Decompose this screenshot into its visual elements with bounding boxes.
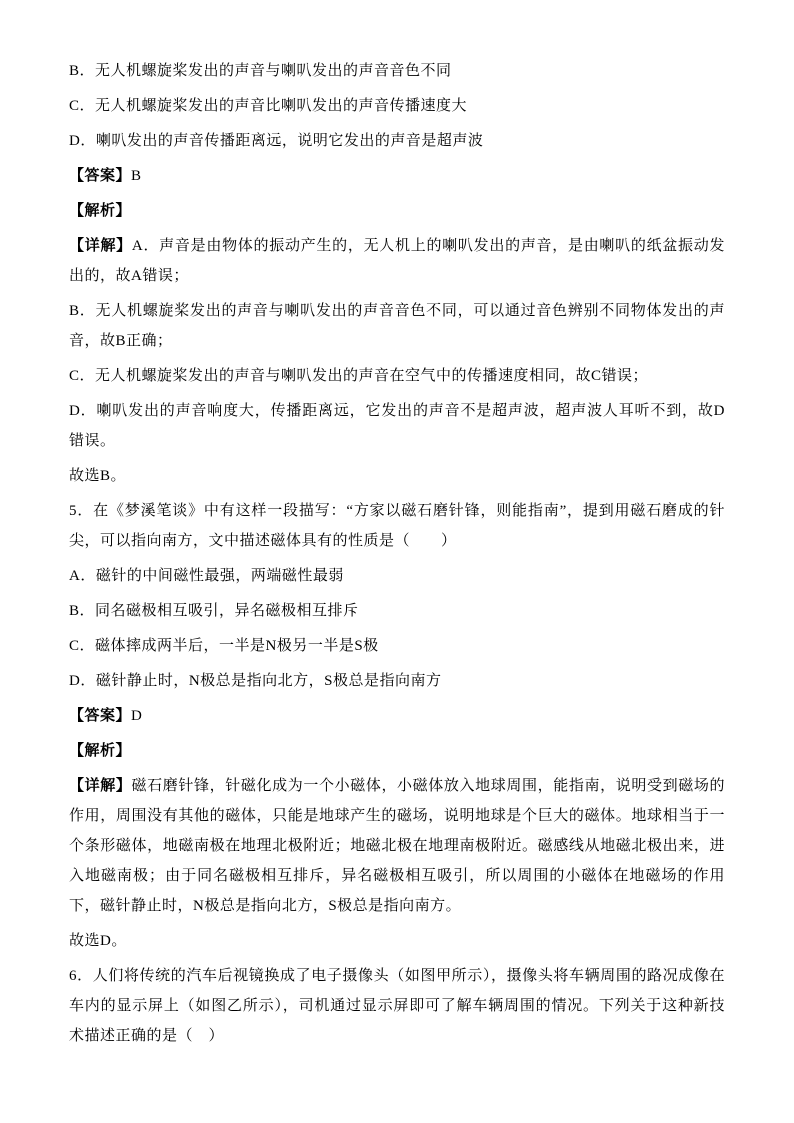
paragraph-text: C．无人机螺旋桨发出的声音比喇叭发出的声音传播速度大 bbox=[69, 98, 468, 114]
conclusion-line bbox=[69, 926, 725, 956]
option-line-5c bbox=[69, 631, 725, 661]
analysis-heading bbox=[69, 196, 725, 226]
option-line-5b bbox=[69, 596, 725, 626]
document-body bbox=[69, 56, 725, 1051]
paragraph-text: C．无人机螺旋桨发出的声音与喇叭发出的声音在空气中的传播速度相同，故C错误； bbox=[69, 368, 649, 384]
paragraph-text: C．磁体摔成两半后，一半是N极另一半是S极 bbox=[69, 638, 379, 654]
paragraph-text: 故选D。 bbox=[69, 933, 127, 949]
bracket-label: 【详解】 bbox=[69, 238, 132, 254]
option-line-5d bbox=[69, 666, 725, 696]
bracket-label: 【解析】 bbox=[69, 743, 132, 759]
analysis-heading bbox=[69, 736, 725, 766]
bracket-label: 【答案】 bbox=[69, 708, 132, 724]
conclusion-line bbox=[69, 461, 725, 491]
detail-paragraph bbox=[69, 771, 725, 921]
paragraph-text: A．磁针的中间磁性最强，两端磁性最弱 bbox=[69, 568, 344, 584]
detail-line-d bbox=[69, 396, 725, 456]
paragraph-text: B bbox=[131, 168, 142, 184]
detail-line-a bbox=[69, 231, 725, 291]
detail-line-c bbox=[69, 361, 725, 391]
paragraph-text: D bbox=[131, 708, 143, 724]
paragraph-text: A．声音是由物体的振动产生的，无人机上的喇叭发出的声音，是由喇叭的纸盆振动发出的，故A错误； bbox=[69, 238, 725, 284]
question-6-stem bbox=[69, 961, 725, 1051]
paragraph-text: D．喇叭发出的声音响度大，传播距离远，它发出的声音不是超声波，超声波人耳听不到，故D错误。 bbox=[69, 403, 725, 449]
paragraph-text: 磁石磨针锋，针磁化成为一个小磁体，小磁体放入地球周围，能指南，说明受到磁场的作用，周围没有其他的磁体，只能是地球产生的磁场，说明地球是个巨大的磁体。地球相当于一个条形磁体，地磁南极在地理北极附近；地磁北极在地理南极附近。磁感线从地磁北极出来，进入地磁南极；由于同名磁极相互排斥，异名磁极相互吸引，所以周围的小磁体在地磁场的作用下，磁针静止时，N极总是指向北方，S极总是指向南方。 bbox=[69, 778, 725, 914]
bracket-label: 【详解】 bbox=[69, 778, 132, 794]
paragraph-text: B．无人机螺旋桨发出的声音与喇叭发出的声音音色不同，可以通过音色辨别不同物体发出的声音，故B正确； bbox=[69, 303, 725, 349]
answer-line bbox=[69, 161, 725, 191]
bracket-label: 【答案】 bbox=[69, 168, 132, 184]
paragraph-text: D．磁针静止时，N极总是指向北方，S极总是指向南方 bbox=[69, 673, 442, 689]
paragraph-text: 故选B。 bbox=[69, 468, 127, 484]
question-5-stem bbox=[69, 496, 725, 556]
option-line-5a bbox=[69, 561, 725, 591]
paragraph-text: D．喇叭发出的声音传播距离远，说明它发出的声音是超声波 bbox=[69, 133, 484, 149]
paragraph-text: 6．人们将传统的汽车后视镜换成了电子摄像头（如图甲所示），摄像头将车辆周围的路况成像在车内的显示屏上（如图乙所示），司机通过显示屏即可了解车辆周围的情况。下列关于这种新技术描述正确的是（ ） bbox=[69, 968, 725, 1044]
paragraph-text: B．无人机螺旋桨发出的声音与喇叭发出的声音音色不同 bbox=[69, 63, 452, 79]
option-line-b bbox=[69, 56, 725, 86]
option-line-c bbox=[69, 91, 725, 121]
paragraph-text: B．同名磁极相互吸引，异名磁极相互排斥 bbox=[69, 603, 359, 619]
answer-line bbox=[69, 701, 725, 731]
paragraph-text: 5．在《梦溪笔谈》中有这样一段描写：“方家以磁石磨针锋，则能指南”，提到用磁石磨成的针尖，可以指向南方，文中描述磁体具有的性质是（ ） bbox=[69, 503, 725, 549]
bracket-label: 【解析】 bbox=[69, 203, 132, 219]
detail-line-b bbox=[69, 296, 725, 356]
option-line-d bbox=[69, 126, 725, 156]
